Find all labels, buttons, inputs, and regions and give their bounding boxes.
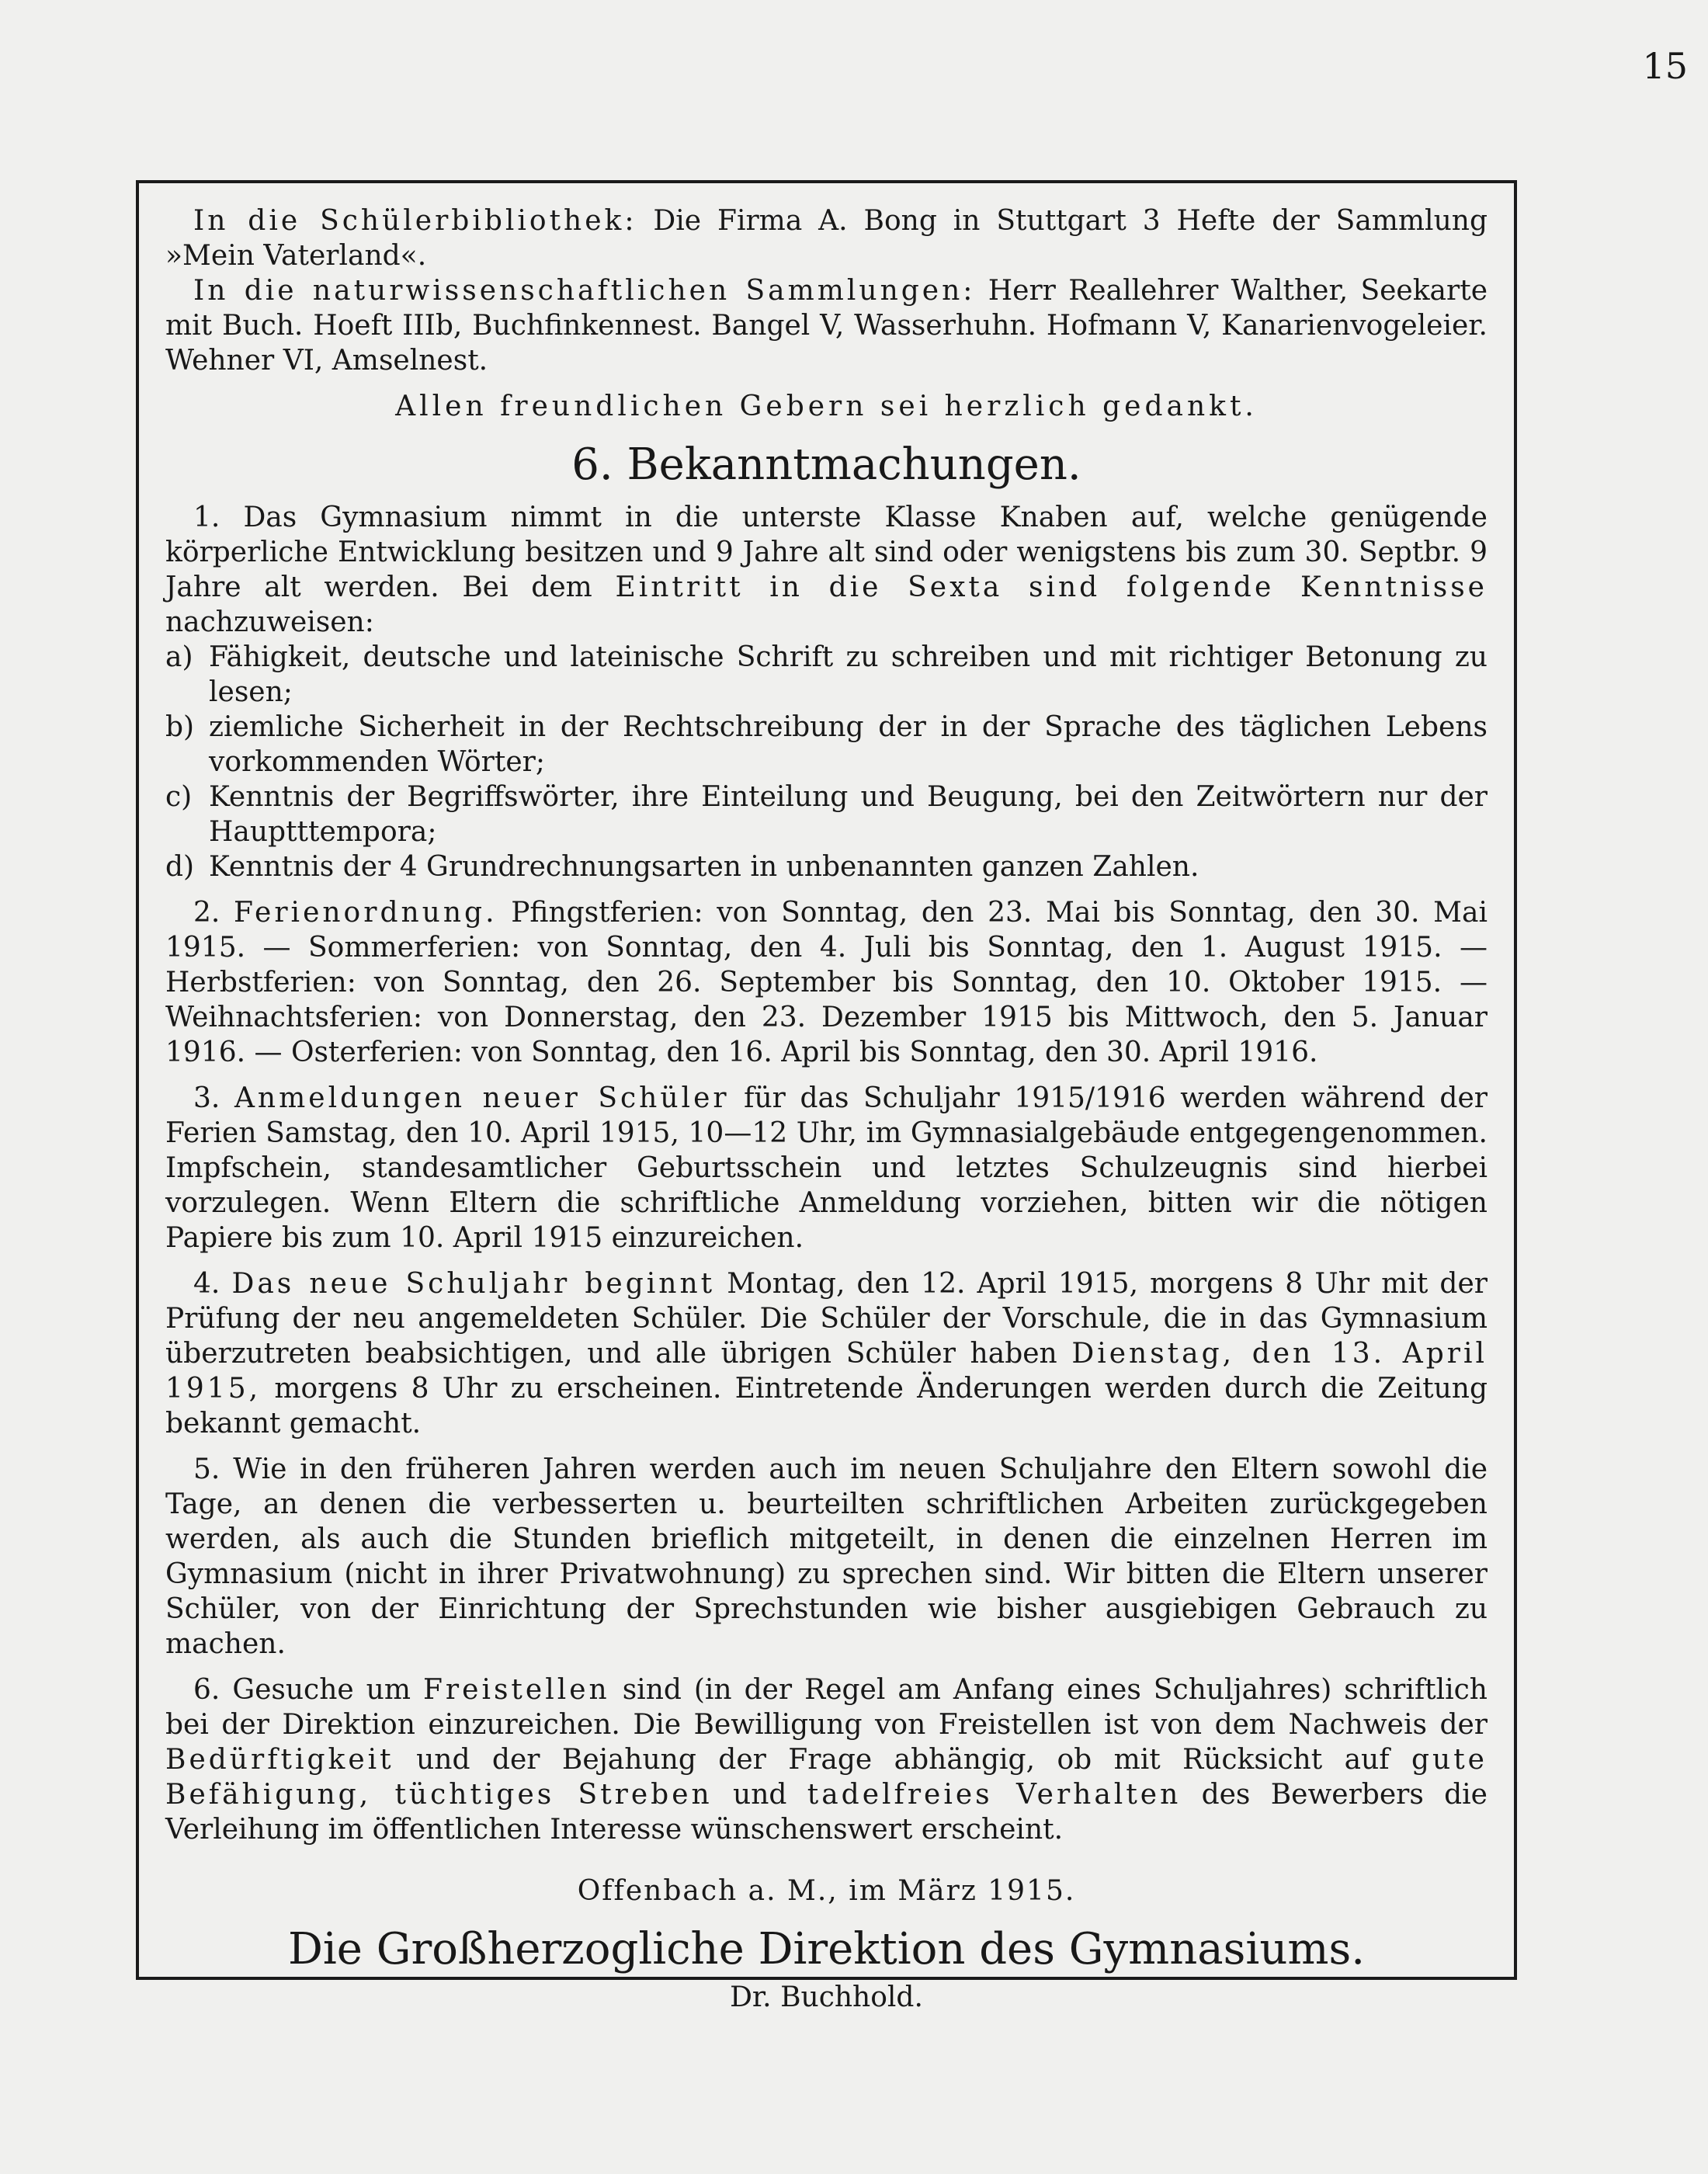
school-year-text-b: morgens 8 Uhr zu erscheinen. Eintretende Änderungen werden durch die Zeitung bekannt gemacht. [165,1373,1488,1439]
scholarships-text-e: des Bewerbers die Verleihung im öffentlichen Interesse wünschenswert erscheint. [165,1779,1488,1846]
consultation-text: Wie in den früheren Jahren werden auch im neuen Schuljahre den Eltern sowohl die Tage, an denen die verbesserten u. beurteilten schriftlichen Arbeiten zurückgegeben werden, als auch die Stunden brieflich mitgeteilt, in denen die einzelnen Herren im Gymnasium (nicht in ihrer Privatwohnung) zu sprechen sind. Wir bitten die Eltern unserer Schüler, von der Einrichtung der Sprechstunden wie bisher ausgiebigen Gebrauch zu machen. [165,1453,1488,1660]
item-text: Fähigkeit, deutsche und lateinische Schrift zu schreiben und mit richtiger Betonung zu lesen; [209,641,1488,708]
registration-number: 3. [193,1082,220,1114]
school-year-number: 4. [193,1268,220,1300]
admission-text: Das Gymnasium nimmt in die unterste Klasse Knaben auf, welche genügende körperliche Entwicklung besitzen und 9 Jahre alt sind oder wenigstens bis zum 30. Septbr. 9 Jahre alt werden. Bei dem [165,502,1488,603]
section-title: 6. Bekanntmachungen. [571,439,1081,490]
item-label: c) [165,781,193,813]
admission-number: 1. [193,502,220,533]
list-item [165,710,1488,780]
signature: Dr. Buchhold. [730,1981,923,2013]
item-text: Kenntnis der 4 Grundrechnungsarten in unbenannten ganzen Zahlen. [209,851,1199,883]
place-date: Offenbach a. M., im März 1915. [577,1875,1076,1907]
admission-emphasis: Eintritt in die Sexta sind folgende Kenntnisse [615,571,1488,603]
holidays-paragraph [165,895,1488,1070]
holidays-label: Ferienordnung. [234,897,498,929]
announcement-frame [136,180,1517,2013]
scholarships-text-a: Gesuche um [232,1674,411,1706]
scholarships-text-b: sind (in der Regel am Anfang eines Schuljahres) schriftlich bei der Direktion einzureichen. Die Bewilligung von Freistellen ist von dem Nachweis der [165,1674,1488,1741]
collections-label: In die naturwissenschaftlichen Sammlungen: [193,275,976,307]
collection-donations [165,273,1488,378]
school-year-paragraph [165,1266,1488,1441]
scholarships-paragraph [165,1672,1488,1847]
item-label: a) [165,641,193,673]
registration-label: Anmeldungen neuer Schüler [234,1082,730,1114]
scholarships-text-d: und [733,1779,787,1811]
scholarships-emphasis-c: gute Befähigung, tüchtiges Streben [165,1744,1488,1811]
admission-tail: nachzuweisen: [165,606,374,638]
list-item [165,849,1488,884]
scholarships-text-c: und der Bejahung der Frage abhängig, ob mit Rücksicht auf [416,1744,1390,1776]
page-number: 15 [1642,45,1688,87]
holidays-text: Pfingstferien: von Sonntag, den 23. Mai bis Sonntag, den 30. Mai 1915. — Sommerferien: von Sonntag, den 4. Juli bis Sonntag, den 1. August 1915. — Herbstferien: von Sonntag, den 26. September bis Sonntag, den 10. Oktober 1915. — Weihnachtsferien: von Donnerstag, den 23. Dezember 1915 bis Mittwoch, den 5. Januar 1916. — Osterferien: von Sonntag, den 16. April bis Sonntag, den 30. April 1916. [165,897,1488,1068]
school-year-text-a: Montag, den 12. April 1915, morgens 8 Uhr mit der Prüfung der neu angemeldeten Schüler. Die Schüler der Vorschule, die in das Gymnasium überzutreten beabsichtigen, und alle übrigen Schüler haben [165,1268,1488,1370]
item-text: Kenntnis der Begriffswörter, ihre Einteilung und Beugung, bei den Zeitwörtern nur der Hauptttempora; [209,781,1488,848]
scholarships-emphasis-d: tadelfreies Verhalten [807,1779,1182,1811]
list-item [165,640,1488,710]
scholarships-emphasis-b: Bedürftigkeit [165,1744,394,1776]
item-label: d) [165,851,195,883]
school-year-label: Das neue Schuljahr beginnt [231,1268,716,1300]
registration-text: für das Schuljahr 1915/1916 werden während der Ferien Samstag, den 10. April 1915, 10—12 Uhr, im Gymnasialgebäude entgegengenommen. Impfschein, standesamtlicher Geburtsschein und letztes Schulzeugnis sind hierbei vorzulegen. Wenn Eltern die schriftliche Anmeldung vorziehen, bitten wir die nötigen Papiere bis zum 10. April 1915 einzureichen. [165,1082,1488,1254]
library-donations [165,203,1488,273]
consultation-paragraph [165,1452,1488,1662]
collections-text: Herr Reallehrer Walther, Seekarte mit Buch. Hoeft IIIb, Buchfinkennest. Bangel V, Wasserhuhn. Hofmann V, Kanarienvogeleier. Wehner VI, Amselnest. [165,275,1488,377]
library-text: Die Firma A. Bong in Stuttgart 3 Hefte der Sammlung »Mein Vaterland«. [165,205,1488,272]
item-text: ziemliche Sicherheit in der Rechtschreibung der in der Sprache des täglichen Lebens vorkommenden Wörter; [209,711,1488,778]
library-label: In die Schülerbibliothek: [193,205,637,237]
thanks-line: Allen freundlichen Gebern sei herzlich gedankt. [395,391,1258,422]
holidays-number: 2. [193,897,220,929]
school-year-date: Dienstag, den 13. April 1915, [165,1338,1488,1405]
registration-paragraph [165,1081,1488,1255]
direction-title: Die Großherzogliche Direktion des Gymnasiums. [287,1924,1366,1974]
scholarships-emphasis-a: Freistellen [422,1674,610,1706]
list-item [165,780,1488,849]
consultation-number: 5. [193,1453,220,1485]
scholarships-number: 6. [193,1674,220,1706]
item-label: b) [165,711,195,743]
admission-paragraph [165,500,1488,640]
